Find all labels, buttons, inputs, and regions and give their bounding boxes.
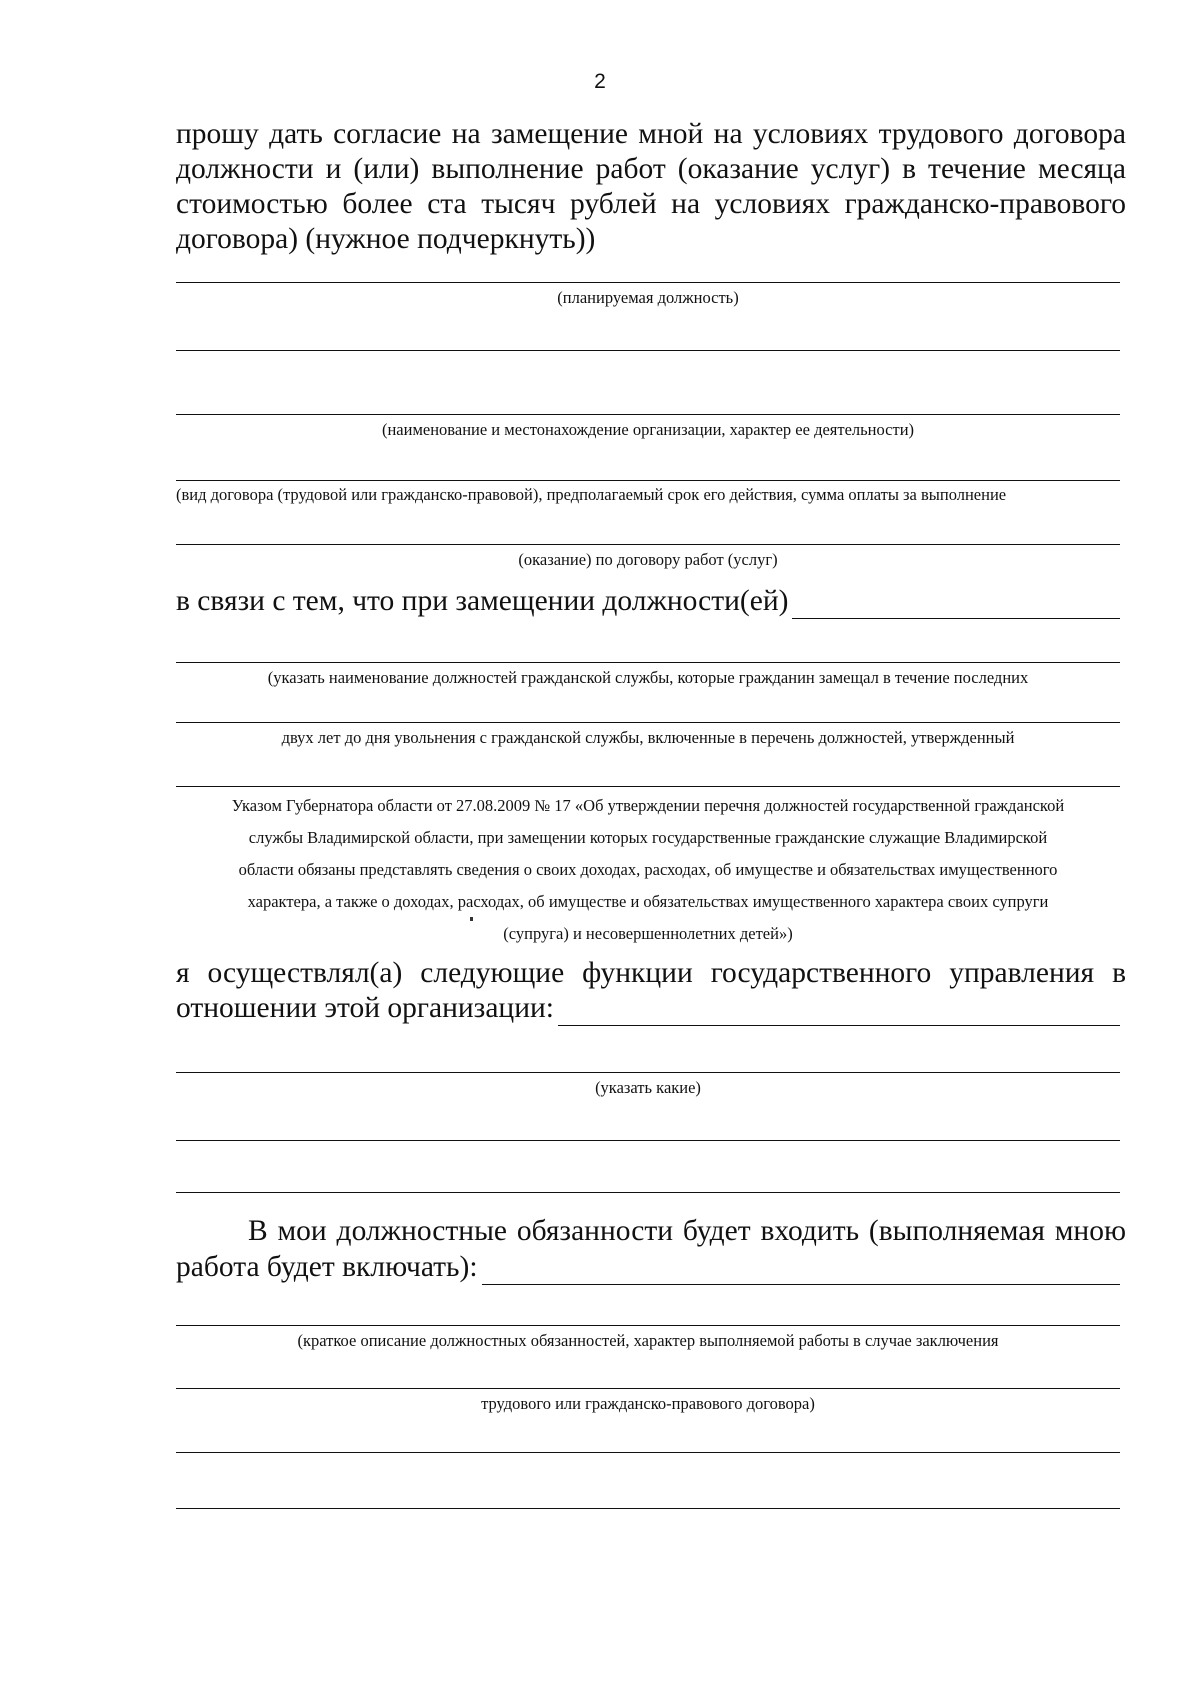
duties-row [176,1250,1120,1285]
decree-line-1: Указом Губернатора области от 27.08.2009 № 17 «Об утверждении перечня должностей государственной гражданской [231,796,1065,815]
blank-line-positions-1 [176,662,1120,663]
blank-line-5 [176,1452,1120,1453]
intro-paragraph [176,117,1126,257]
blank-line-6 [176,1508,1120,1509]
decree-line-4: характера, а также о доходах, расходах, об имуществе и обязательствах имущественного характера своих супруги [247,892,1049,911]
functions-paragraph [176,956,1126,991]
duties-line-1: В мои должностные обязанности будет входить (выполняемая мною [248,1215,1126,1247]
caption-organization: (наименование и местонахождение организации, характер ее деятельности) [381,420,915,439]
blank-line-4 [176,1192,1120,1193]
caption-contract: (вид договора (трудовой или гражданско-правовой), предполагаемый срок его действия, сумма оплаты за выполнение [176,485,1007,504]
functions-blank [558,997,1120,1026]
blank-line-3 [176,1140,1120,1141]
duties-paragraph [176,1214,1126,1249]
decree-line-2: службы Владимирской области, при замещении которых государственные гражданские служащие Владимирской [248,828,1048,847]
duties-blank [482,1256,1120,1285]
caption-positions-1: (указать наименование должностей гражданской службы, которые гражданин замещал в течение последних [267,668,1029,687]
blank-line-2 [176,350,1120,351]
blank-line-position [176,282,1120,283]
page-number: 2 [594,70,606,93]
blank-line-decree [176,786,1120,787]
connection-row [176,584,1120,619]
blank-line-contract [176,480,1120,481]
blank-line-duties-1 [176,1325,1120,1326]
blank-line-organization [176,414,1120,415]
caption-which: (указать какие) [595,1078,701,1097]
caption-duties-1: (краткое описание должностных обязанностей, характер выполняемой работы в случае заключения [297,1331,999,1350]
caption-positions-2: двух лет до дня увольнения с гражданской службы, включенные в перечень должностей, утвержденный [281,728,1015,747]
functions-row [176,991,1120,1026]
functions-line-1: я осуществлял(а) следующие функции государственного управления в [176,957,1126,989]
duties-line-2: работа будет включать): [176,1251,478,1283]
decree-line-5: (супруга) и несовершеннолетних детей») [503,924,793,943]
caption-duties-2: трудового или гражданско-правового договора) [481,1394,815,1413]
blank-line-positions-2 [176,722,1120,723]
caption-position: (планируемая должность) [557,288,739,307]
connection-blank [792,590,1120,619]
intro-line-1: прошу дать согласие на замещение мной на условиях трудового договора [176,118,1126,150]
intro-line-4: договора) (нужное подчеркнуть)) [176,223,596,255]
connection-text: в связи с тем, что при замещении должности(ей) [176,585,789,617]
blank-line-which [176,1072,1120,1073]
scan-speck [470,917,473,921]
decree-line-3: области обязаны представлять сведения о своих доходах, расходах, об имуществе и обязательствах имущественного [238,860,1058,879]
blank-line-contract-2 [176,544,1120,545]
intro-line-3: стоимостью более ста тысяч рублей на условиях гражданско-правового [176,188,1126,220]
intro-line-2: должности и (или) выполнение работ (оказание услуг) в течение месяца [176,153,1126,185]
functions-line-2: отношении этой организации: [176,992,554,1024]
caption-contract-2: (оказание) по договору работ (услуг) [518,550,778,569]
blank-line-duties-2 [176,1388,1120,1389]
caption-decree [176,790,1120,950]
